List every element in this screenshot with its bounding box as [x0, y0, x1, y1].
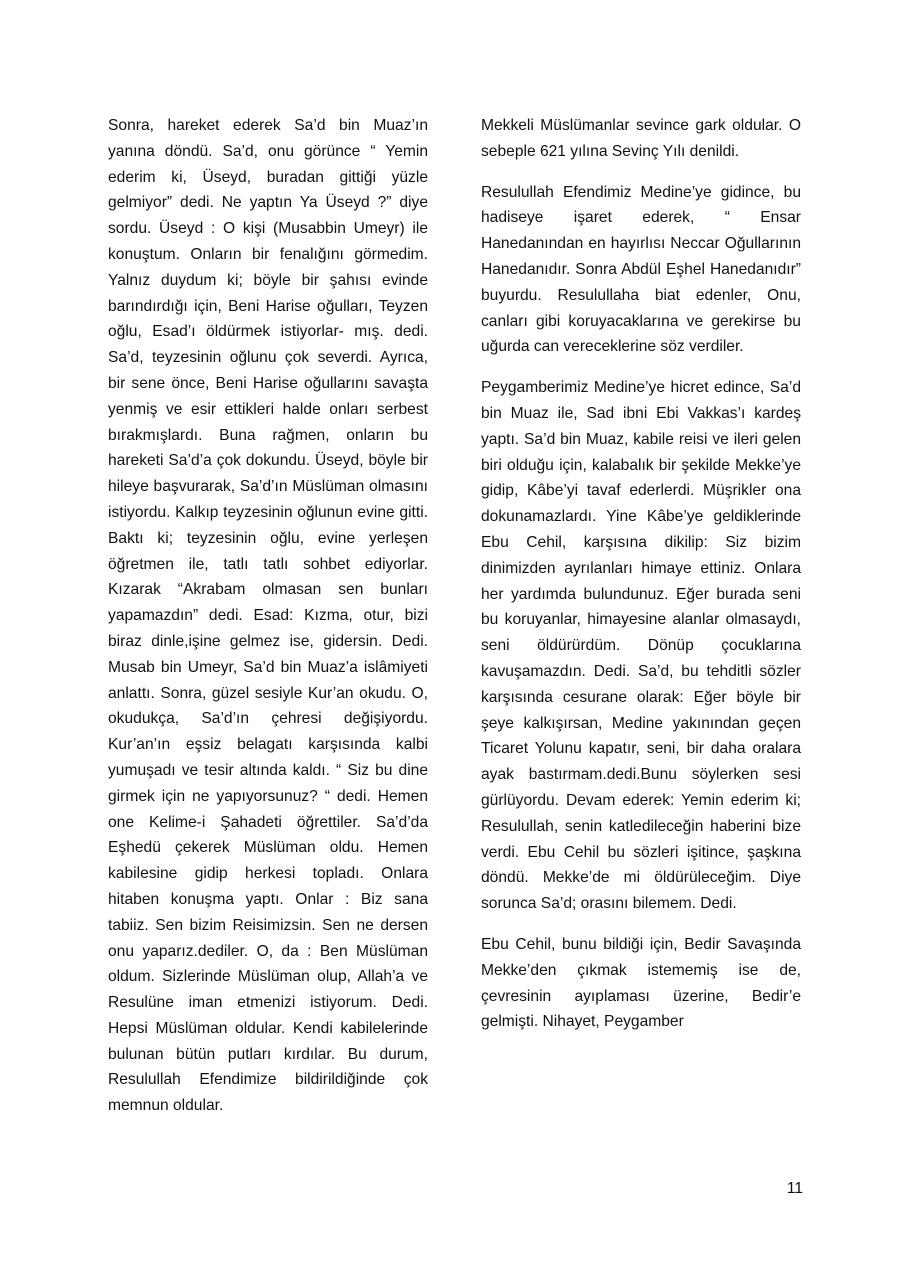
paragraph: Resulullah Efendimiz Medine’ye gidince, bu hadiseye işaret ederek, “ Ensar Hanedanından en hayırlısı Neccar Oğullarının Hanedanıdır. Sonra Abdül Eşhel Hanedanıdır” buyurdu. Resulullaha biat edenler, Onu, canları gibi koruyacaklarına ve gerekirse bu uğurda can vereceklerine söz verdiler.	[481, 183, 801, 356]
paragraph: Mekkeli Müslümanlar sevince gark oldular. O sebeple 621 yılına Sevinç Yılı denildi.	[481, 117, 801, 160]
left-text-column	[108, 113, 428, 1134]
paragraph: Ebu Cehil, bunu bildiği için, Bedir Savaşında Mekke’den çıkmak istememiş ise de, çevresinin ayıplaması üzerine, Bedir’e gelmişti. Nihayet, Peygamber	[481, 935, 801, 1031]
right-text-column	[481, 113, 801, 1050]
page-number: 11	[786, 1180, 803, 1197]
paragraph: Peygamberimiz Medine’ye hicret edince, Sa’d bin Muaz ile, Sad ibni Ebi Vakkas’ı kardeş yaptı. Sa’d bin Muaz, kabile reisi ve ileri gelen biri olduğu için, kalabalık bir şekilde Mekke’ye gidip, Kâbe’yi tavaf ederlerdi. Müşrikler ona dokunamazlardı. Yine Kâbe’ye geldiklerinde Ebu Cehil, karşısına dikilip: Siz bizim dinimizden ayrılanları himaye ettiniz. Onlara her yardımda bulundunuz. Eğer burada seni bu koruyanlar, himayesine alanlar olmasaydı, seni öldürürdüm. Dönüp çocuklarına kavuşamazdın. Dedi. Sa’d, bu tehditli sözler karşısında cesurane olarak: Eğer böyle bir şeye kalkışırsan, Medine yakınından geçen Ticaret Yolunu kapatır, seni, bir daha oralara ayak bastırmam.dedi.Bunu söylerken sesi gürlüyordu. Devam ederek: Yemin ederim ki; Resulullah, senin katledileceğin haberini bize verdi. Ebu Cehil bu sözleri işitince, şaşkına döndü. Mekke’de mi öldürüleceğim. Diye sorunca Sa’d; orasını bilemem. Dedi.	[481, 379, 801, 913]
paragraph: Sonra, hareket ederek Sa’d bin Muaz’ın yanına döndü. Sa’d, onu görünce “ Yemin ederim ki, Üseyd, buradan gittiği yüzle gelmiyor” dedi. Ne yaptın Ya Üseyd ?” diye sordu. Üseyd : O kişi (Musabbin Umeyr) ile konuştum. Onların bir fenalığını görmedim. Yalnız duydum ki; böyle bir şahısı evinde barındırdığı için, Beni Harise oğulları, Teyzen oğlu, Esad’ı öldürmek istiyorlar- mış. dedi. Sa’d, teyzesinin oğlunu çok severdi. Ayrıca, bir sene önce, Beni Harise oğullarını savaşta yenmiş ve esir ettikleri halde onları serbest bırakmışlardı. Buna rağmen, onların bu hareketi Sa’d’a çok dokundu. Üseyd, böyle bir hileye başvurarak, Sa’d’ın Müslüman olmasını istiyordu. Kalkıp teyzesinin oğlunun evine gitti. Baktı ki; teyzesinin oğlu, evine yerleşen öğretmen ile, tatlı tatlı sohbet ediyorlar. Kızarak “Akrabam olmasan sen bunları yapamazdın” dedi. Esad: Kızma, otur, bizi biraz dinle,işine gelmez ise, gidersin. Dedi. Musab bin Umeyr, Sa’d bin Muaz’a islâmiyeti anlattı. Sonra, güzel sesiyle Kur’an okudu. O, okudukça, Sa’d’ın çehresi değişiyordu. Kur’an’ın eşsiz belagatı karşısında kalbi yumuşadı ve tesir altında kaldı. “ Siz bu dine girmek için ne yapıyorsunuz? “ dedi. Hemen one Kelime-i Şahadeti öğrettiler. Sa’d’da Eşhedü çekerek Müslüman oldu. Hemen kabilesine gidip herkesi topladı. Onlara hitaben konuşma yaptı. Onlar : Biz sana tabiiz. Sen bizim Reisimizsin. Sen ne dersen onu yaparız.dediler. O, da : Ben Müslüman oldum. Sizlerinde Müslüman olup, Allah’a ve Resulüne iman etmenizi istiyorum. Dedi. Hepsi Müslüman oldular. Kendi kabilelerinde bulunan bütün putları kırdılar. Bu durum, Resulullah Efendimize bildirildiğinde çok memnun oldular.	[108, 117, 428, 1115]
